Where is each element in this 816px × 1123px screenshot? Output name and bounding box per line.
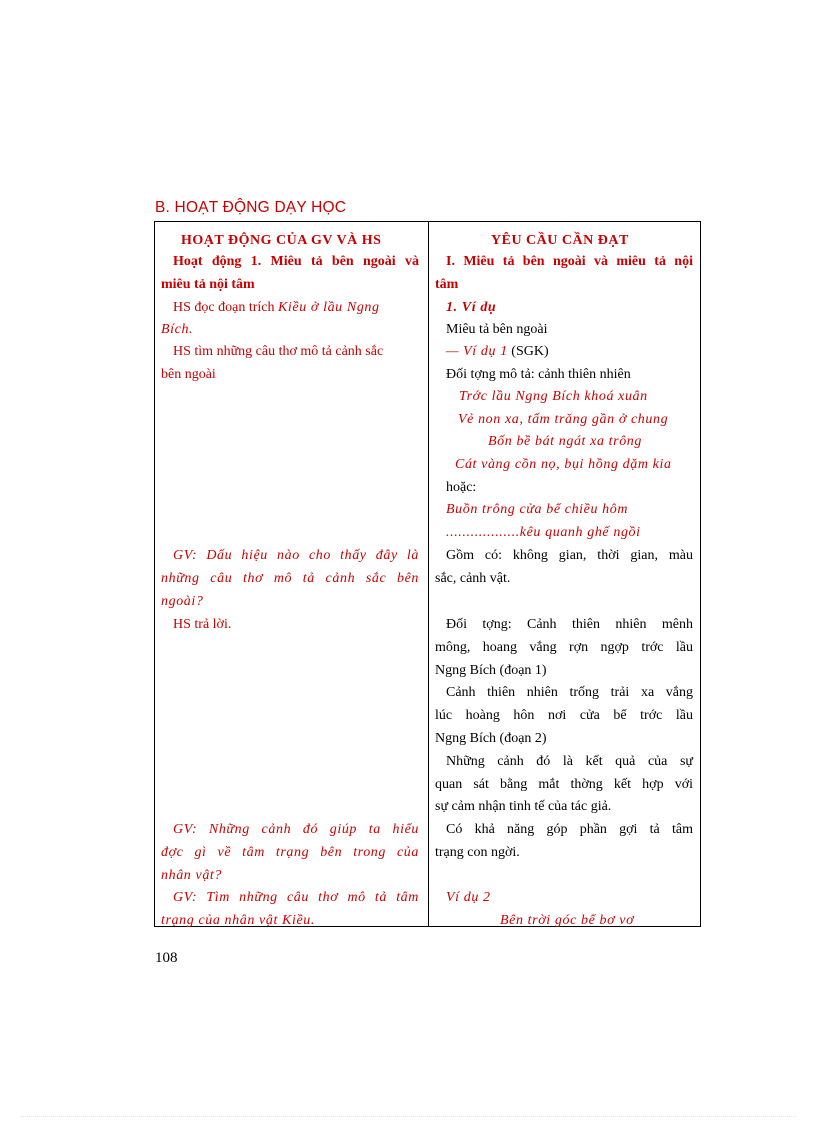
scene-answer: Cảnh thiên nhiên trống trải xa vắng — [446, 685, 693, 700]
mood-answer-cont: trạng con ngời. — [435, 845, 520, 860]
right-column-header: YÊU CẦU CẦN ĐẠT — [491, 233, 629, 248]
observation-answer: Những cảnh đó là kết quả của sự — [446, 754, 693, 769]
poem-line-1: Trớc lầu Ngng Bích khoá xuân — [459, 389, 648, 404]
poem-line-3: Bốn bề bát ngát xa trông — [488, 434, 642, 449]
gv-question-2-end: nhân vật? — [161, 868, 223, 883]
answer-components: Gồm có: không gian, thời gian, màu — [446, 548, 693, 563]
excerpt-title-cont: Bích. — [161, 322, 194, 337]
column-divider — [428, 222, 429, 926]
scene-answer-end: Ngng Bích (đoạn 2) — [435, 731, 547, 746]
mood-answer: Có khả năng góp phần gợi tả tâm — [446, 822, 693, 837]
object-answer: Đối tợng: Cảnh thiên nhiên mênh — [446, 617, 693, 632]
observation-answer-cont: quan sát bằng mắt thờng kết hợp với — [435, 777, 693, 792]
gv-question-2: GV: Những cảnh đó giúp ta hiểu — [173, 822, 419, 837]
bottom-dotted-rule — [20, 1116, 796, 1117]
activity-1-title-cont: miêu tả nội tâm — [161, 277, 255, 292]
hs-read-instruction — [173, 299, 380, 317]
gv-question-1: GV: Dấu hiệu nào cho thấy đây là — [173, 548, 419, 563]
gv-question-2-cont: đợc gì về tâm trạng bên trong của — [161, 845, 419, 860]
gv-question-3: GV: Tìm những câu thơ mô tả tâm — [173, 890, 419, 905]
object-answer-end: Ngng Bích (đoạn 1) — [435, 663, 547, 678]
section-1-title: I. Miêu tả bên ngoài và miêu tả nội — [446, 254, 693, 269]
hs-find-instruction: HS tìm những câu thơ mô tả cảnh sắc — [173, 344, 384, 359]
hs-answer: HS trả lời. — [173, 617, 232, 632]
poem-line-7: Bên trời góc bể bơ vơ — [500, 913, 635, 928]
section-title: B. HOẠT ĐỘNG DẠY HỌC — [155, 199, 347, 216]
object-description: Đối tợng mô tả: cảnh thiên nhiên — [446, 367, 631, 382]
example-1-text: — Ví dụ 1 — [446, 344, 508, 359]
gv-question-3-cont: trạng của nhân vật Kiều. — [161, 913, 315, 928]
object-answer-cont: mông, hoang vắng rợn ngợp trớc lầu — [435, 640, 693, 655]
answer-components-cont: sắc, cảnh vật. — [435, 571, 511, 586]
sgk-ref: (SGK) — [511, 344, 549, 359]
poem-line-5: Buồn trông cửa bể chiều hôm — [446, 502, 629, 517]
page-number: 108 — [155, 950, 178, 966]
example-heading: 1. Ví dụ — [446, 300, 497, 315]
or-label: hoặc: — [446, 480, 477, 495]
hs-find-instruction-cont: bên ngoài — [161, 367, 216, 382]
section-1-title-cont: tâm — [435, 277, 459, 292]
scene-answer-cont: lúc hoàng hôn nơi cửa bể trớc lầu — [435, 708, 693, 723]
activity-1-title: Hoạt động 1. Miêu tả bên ngoài và — [173, 254, 419, 269]
example-2-label: Ví dụ 2 — [446, 890, 491, 905]
excerpt-title: Kiều ở lầu Ngng — [277, 300, 380, 315]
lesson-table — [154, 221, 701, 927]
gv-question-1-cont: những câu thơ mô tả cảnh sắc bên — [161, 571, 419, 586]
example-1-label — [446, 343, 549, 361]
poem-line-4: Cát vàng cồn nọ, bụi hồng dặm kia — [455, 457, 672, 472]
poem-line-2: Vẻ non xa, tấm trăng gần ở chung — [458, 412, 669, 427]
left-column-header: HOẠT ĐỘNG CỦA GV VÀ HS — [181, 233, 382, 248]
gv-question-1-end: ngoài? — [161, 594, 204, 609]
hs-read-text: HS đọc đoạn trích — [173, 300, 275, 315]
external-description-label: Miêu tả bên ngoài — [446, 322, 548, 337]
poem-line-6: ..................kêu quanh ghế ngồi — [446, 525, 641, 540]
observation-answer-end: sự cảm nhận tinh tế của tác giả. — [435, 799, 612, 814]
